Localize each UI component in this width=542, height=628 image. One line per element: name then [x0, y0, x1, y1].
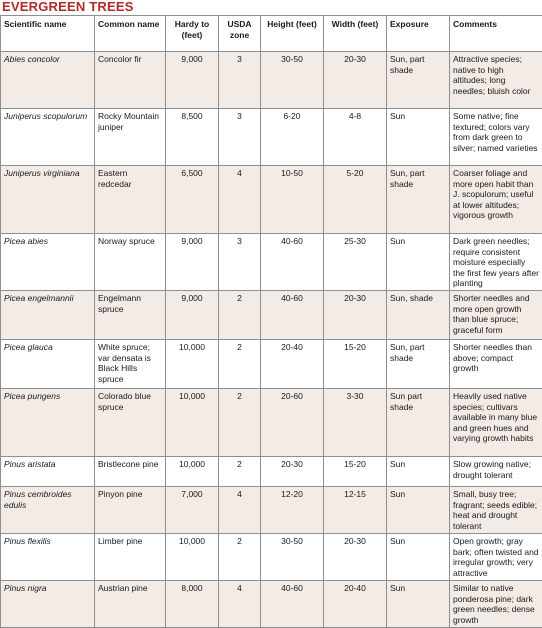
cell-height: 20-30: [261, 457, 324, 487]
header-hardy-to: Hardy to (feet): [166, 16, 219, 52]
cell-exposure: Sun: [387, 487, 450, 534]
cell-common-name: Austrian pine: [95, 581, 166, 628]
cell-height: 40-60: [261, 291, 324, 340]
table-row: [1, 291, 542, 340]
header-exposure: Exposure: [387, 16, 450, 52]
cell-width: 20-30: [324, 534, 387, 581]
cell-width: 4-8: [324, 109, 387, 166]
cell-common-name: Engelmann spruce: [95, 291, 166, 340]
cell-comments: Shorter needles and more open growth than blue spruce; graceful form: [450, 291, 542, 340]
cell-usda-zone: 3: [219, 109, 261, 166]
cell-width: 3-30: [324, 389, 387, 457]
cell-scientific-name: Pinus aristata: [1, 457, 95, 487]
cell-usda-zone: 2: [219, 457, 261, 487]
cell-usda-zone: 4: [219, 166, 261, 234]
cell-exposure: Sun: [387, 457, 450, 487]
cell-common-name: Bristlecone pine: [95, 457, 166, 487]
cell-usda-zone: 3: [219, 234, 261, 291]
cell-hardy-to: 10,000: [166, 457, 219, 487]
cell-width: 15-20: [324, 340, 387, 389]
cell-hardy-to: 7,000: [166, 487, 219, 534]
cell-common-name: Norway spruce: [95, 234, 166, 291]
evergreen-trees-table: [0, 15, 542, 628]
cell-exposure: Sun, part shade: [387, 166, 450, 234]
cell-hardy-to: 6,500: [166, 166, 219, 234]
table-row: [1, 534, 542, 581]
cell-exposure: Sun, shade: [387, 291, 450, 340]
cell-scientific-name: Pinus nigra: [1, 581, 95, 628]
cell-exposure: Sun: [387, 109, 450, 166]
cell-height: 20-60: [261, 389, 324, 457]
table-row: [1, 487, 542, 534]
table-row: [1, 581, 542, 628]
cell-width: 12-15: [324, 487, 387, 534]
cell-comments: Slow growing native; drought tolerant: [450, 457, 542, 487]
cell-scientific-name: Picea glauca: [1, 340, 95, 389]
header-width: Width (feet): [324, 16, 387, 52]
header-common-name: Common name: [95, 16, 166, 52]
cell-scientific-name: Abies concolor: [1, 52, 95, 109]
cell-exposure: Sun: [387, 534, 450, 581]
cell-width: 15-20: [324, 457, 387, 487]
cell-usda-zone: 2: [219, 389, 261, 457]
cell-hardy-to: 8,000: [166, 581, 219, 628]
cell-width: 20-30: [324, 291, 387, 340]
header-row: [1, 16, 542, 52]
header-usda-zone: USDA zone: [219, 16, 261, 52]
cell-comments: Similar to native ponderosa pine; dark green needles; dense growth: [450, 581, 542, 628]
table-row: [1, 457, 542, 487]
table-row: [1, 234, 542, 291]
cell-scientific-name: Pinus cembroides edulis: [1, 487, 95, 534]
cell-width: 20-30: [324, 52, 387, 109]
table-row: [1, 340, 542, 389]
cell-hardy-to: 10,000: [166, 534, 219, 581]
cell-height: 20-40: [261, 340, 324, 389]
cell-hardy-to: 9,000: [166, 291, 219, 340]
cell-usda-zone: 4: [219, 487, 261, 534]
cell-scientific-name: Picea pungens: [1, 389, 95, 457]
cell-scientific-name: Juniperus scopulorum: [1, 109, 95, 166]
cell-hardy-to: 8,500: [166, 109, 219, 166]
cell-comments: Coarser foliage and more open habit than J. scopulorum; useful at lower altitudes; vigorous growth: [450, 166, 542, 234]
header-comments: Comments: [450, 16, 542, 52]
cell-exposure: Sun part shade: [387, 389, 450, 457]
cell-common-name: Colorado blue spruce: [95, 389, 166, 457]
cell-hardy-to: 9,000: [166, 234, 219, 291]
cell-common-name: Concolor fir: [95, 52, 166, 109]
cell-usda-zone: 4: [219, 581, 261, 628]
cell-hardy-to: 10,000: [166, 389, 219, 457]
cell-usda-zone: 2: [219, 291, 261, 340]
cell-height: 30-50: [261, 52, 324, 109]
cell-height: 30-50: [261, 534, 324, 581]
cell-scientific-name: Picea engelmannii: [1, 291, 95, 340]
cell-comments: Dark green needles; require consistent moisture especially the first few years after planting: [450, 234, 542, 291]
table-row: [1, 389, 542, 457]
cell-common-name: Limber pine: [95, 534, 166, 581]
cell-exposure: Sun, part shade: [387, 340, 450, 389]
cell-comments: Small, busy tree; fragrant; seeds edible; heat and drought tolerant: [450, 487, 542, 534]
table-title: EVERGREEN TREES: [0, 0, 542, 15]
cell-width: 20-40: [324, 581, 387, 628]
cell-comments: Shorter needles than above; compact growth: [450, 340, 542, 389]
header-height: Height (feet): [261, 16, 324, 52]
cell-usda-zone: 2: [219, 534, 261, 581]
header-scientific-name: Scientific name: [1, 16, 95, 52]
cell-height: 12-20: [261, 487, 324, 534]
cell-scientific-name: Juniperus virginiana: [1, 166, 95, 234]
cell-scientific-name: Pinus flexilis: [1, 534, 95, 581]
cell-width: 5-20: [324, 166, 387, 234]
cell-scientific-name: Picea abies: [1, 234, 95, 291]
cell-common-name: White spruce; var densata is Black Hills spruce: [95, 340, 166, 389]
cell-exposure: Sun: [387, 234, 450, 291]
cell-height: 10-50: [261, 166, 324, 234]
cell-common-name: Rocky Mountain juniper: [95, 109, 166, 166]
cell-comments: Heavily used native species; cultivars available in many blue and green hues and varying growth habits: [450, 389, 542, 457]
table-row: [1, 52, 542, 109]
cell-comments: Attractive species; native to high altitudes; long needles; bluish color: [450, 52, 542, 109]
cell-height: 40-60: [261, 234, 324, 291]
cell-hardy-to: 9,000: [166, 52, 219, 109]
cell-exposure: Sun: [387, 581, 450, 628]
cell-height: 40-60: [261, 581, 324, 628]
cell-width: 25-30: [324, 234, 387, 291]
cell-exposure: Sun, part shade: [387, 52, 450, 109]
table-row: [1, 109, 542, 166]
cell-common-name: Eastern redcedar: [95, 166, 166, 234]
cell-height: 6-20: [261, 109, 324, 166]
cell-common-name: Pinyon pine: [95, 487, 166, 534]
cell-comments: Open growth; gray bark; often twisted and irregular growth; very attractive: [450, 534, 542, 581]
table-row: [1, 166, 542, 234]
cell-usda-zone: 2: [219, 340, 261, 389]
cell-hardy-to: 10,000: [166, 340, 219, 389]
cell-comments: Some native; fine textured; colors vary from dark green to silver; named varieties: [450, 109, 542, 166]
cell-usda-zone: 3: [219, 52, 261, 109]
